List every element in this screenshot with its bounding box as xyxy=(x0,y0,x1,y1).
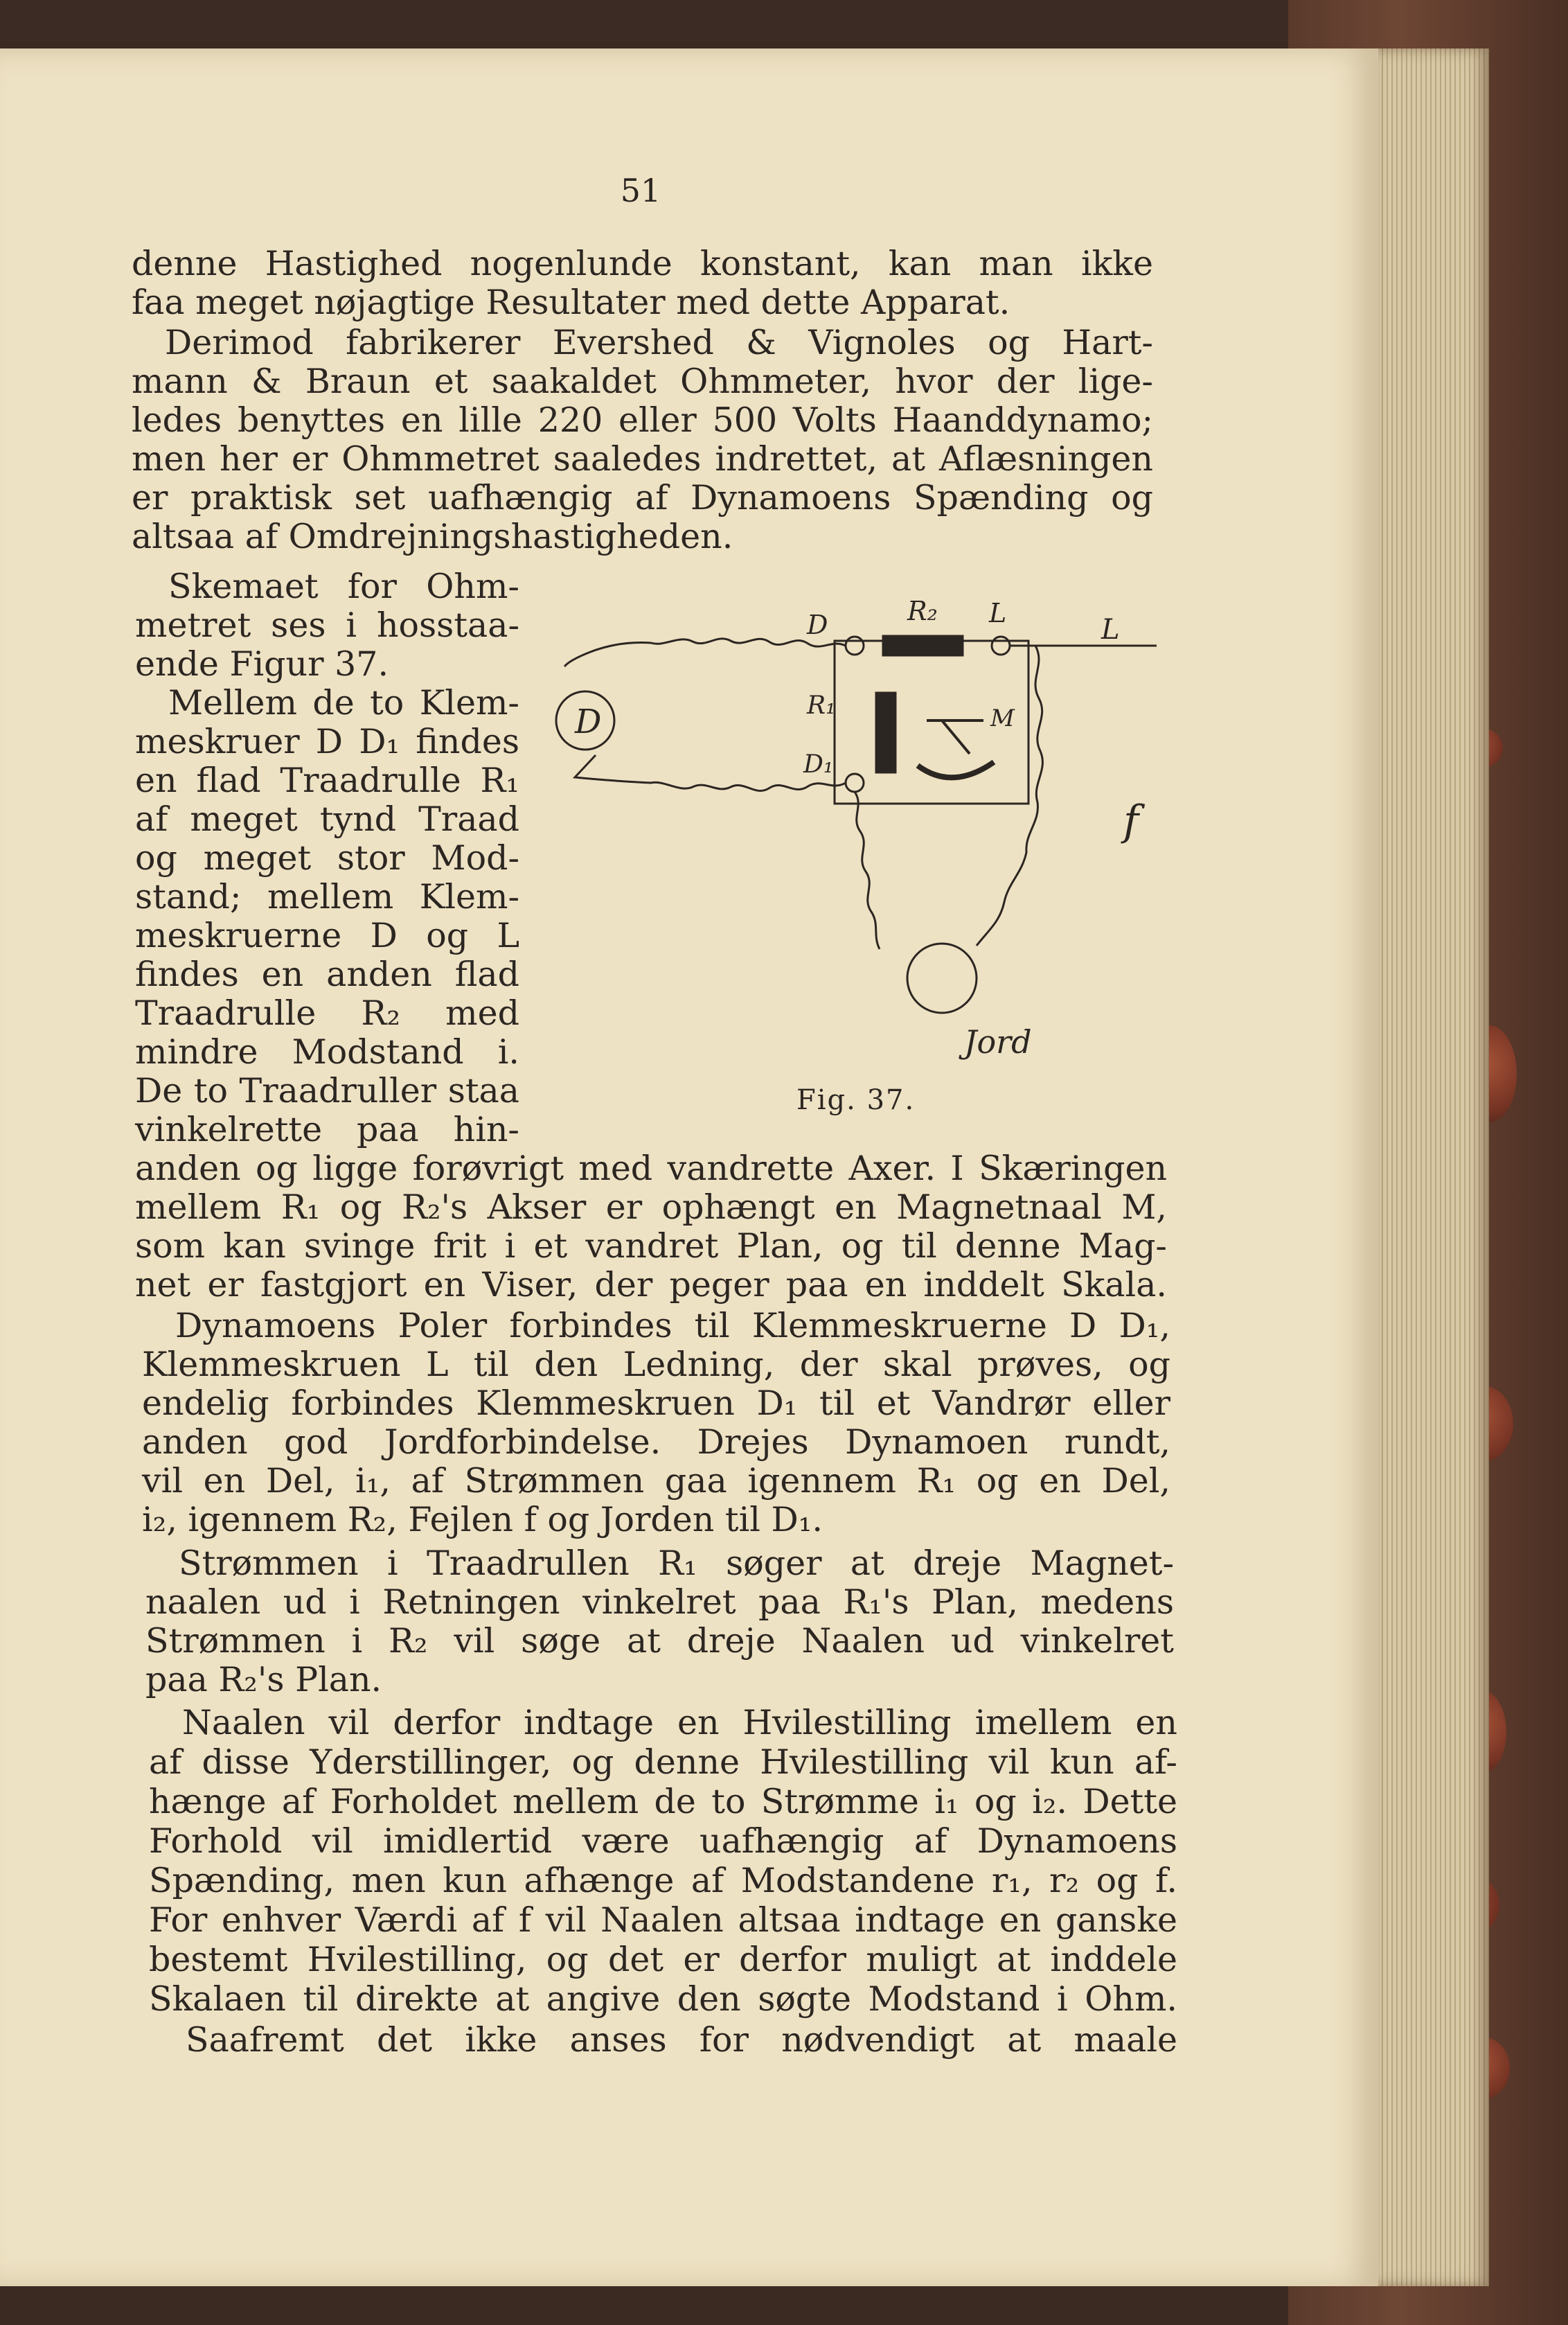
earth-symbol xyxy=(907,944,977,1013)
label-L-inner: L xyxy=(989,598,1007,628)
text-line: altsaa af Omdrejningshastigheden. xyxy=(132,517,733,556)
coil-R2 xyxy=(883,636,963,655)
paragraph-2 xyxy=(132,323,1153,572)
text-line: Strømmen i R₂ vil søge at dreje Naalen ud vinkelret xyxy=(145,1621,1174,1661)
label-R2: R₂ xyxy=(907,596,938,626)
text-line: som kan svinge frit i et vandret Plan, og til denne Mag- xyxy=(135,1226,1167,1266)
label-L-outer: L xyxy=(1101,614,1120,646)
text-line: naalen ud i Retningen vinkelret paa R₁'s Plan, medens xyxy=(145,1582,1174,1622)
text-line: i₂, igennem R₂, Fejlen f og Jorden til D₁. xyxy=(142,1500,823,1539)
paragraph-3 xyxy=(135,1149,1167,1308)
text-line: af meget tynd Traad xyxy=(135,799,519,839)
text-line: og meget stor Mod- xyxy=(135,838,519,878)
text-line: mindre Modstand i. xyxy=(135,1032,519,1072)
wire-earth-left xyxy=(855,792,880,949)
figure-37-ohmmeter-diagram xyxy=(526,575,1164,1074)
text-line: mellem R₁ og R₂'s Akser er ophængt en Magnetnaal M, xyxy=(135,1187,1167,1227)
text-line: hænge af Forholdet mellem de to Strømme i₁ og i₂. Dette xyxy=(149,1782,1177,1821)
text-line: findes en anden flad xyxy=(135,955,519,994)
terminal-D xyxy=(846,637,864,655)
label-D1: D₁ xyxy=(803,750,834,779)
paragraph-1 xyxy=(132,244,1153,327)
text-line: anden og ligge forøvrigt med vandrette Axer. I Skæringen xyxy=(135,1149,1167,1188)
text-line: Traadrulle R₂ med xyxy=(135,993,519,1033)
text-line: denne Hastighed nogenlunde konstant, kan man ikke xyxy=(132,244,1153,283)
paragraph-6 xyxy=(149,1703,1177,2022)
paragraph-5 xyxy=(145,1544,1174,1703)
text-line: Skalaen til direkte at angive den søgte Modstand i Ohm. xyxy=(149,1979,1177,2019)
label-D: D xyxy=(807,610,828,640)
text-line: bestemt Hvilestilling, og det er derfor muligt at inddele xyxy=(149,1940,1177,1979)
text-line: paa R₂'s Plan. xyxy=(145,1660,382,1699)
text-line: net er fastgjort en Viser, der peger paa en inddelt Skala. xyxy=(135,1265,1167,1305)
figure-caption: Fig. 37. xyxy=(796,1084,916,1116)
text-line: er praktisk set uafhængig af Dynamoens Spænding og xyxy=(132,478,1153,518)
text-line: vinkelrette paa hin- xyxy=(135,1110,519,1149)
text-line: faa meget nøjagtige Resultater med dette Apparat. xyxy=(132,283,1010,322)
label-D-dynamo: D xyxy=(575,702,602,741)
text-line: Skemaet for Ohm- xyxy=(168,567,519,606)
text-line: en flad Traadrulle R₁ xyxy=(135,761,519,800)
text-line: Dynamoens Poler forbindes til Klemmeskruerne D D₁, xyxy=(175,1306,1170,1345)
text-line: vil en Del, i₁, af Strømmen gaa igennem R₁ og en Del, xyxy=(142,1461,1170,1501)
label-f: f xyxy=(1123,797,1139,845)
text-line: ledes benyttes en lille 220 eller 500 Volts Haanddynamo; xyxy=(132,400,1153,440)
text-line: De to Traadruller staa xyxy=(135,1071,519,1111)
coil-R1 xyxy=(876,693,896,772)
narrow-column xyxy=(135,567,519,1162)
text-line: metret ses i hosstaa- xyxy=(135,605,519,645)
text-line: endelig forbindes Klemmeskruen D₁ til et Vandrør eller xyxy=(142,1383,1170,1423)
text-line: Saafremt det ikke anses for nødvendigt at maale xyxy=(186,2020,1177,2060)
text-line: Spænding, men kun afhænge af Modstandene r₁, r₂ og f. xyxy=(149,1861,1177,1900)
page-edges xyxy=(1378,48,1489,2286)
text-line: Naalen vil derfor indtage en Hvilestilling imellem en xyxy=(182,1703,1177,1742)
wire-D xyxy=(564,639,846,666)
paragraph-7 xyxy=(152,2020,1177,2062)
text-line: men her er Ohmmetret saaledes indrettet, at Aflæsningen xyxy=(132,439,1153,479)
text-line: Forhold vil imidlertid være uafhængig af Dynamoens xyxy=(149,1821,1177,1861)
text-line: meskruerne D og L xyxy=(135,916,519,955)
text-line: Strømmen i Traadrullen R₁ søger at dreje Magnet- xyxy=(179,1544,1174,1583)
label-R1: R₁ xyxy=(807,691,836,720)
text-line: mann & Braun et saakaldet Ohmmeter, hvor der lige- xyxy=(132,362,1153,401)
needle-pointer xyxy=(942,721,970,754)
text-line: For enhver Værdi af f vil Naalen altsaa indtage en ganske xyxy=(149,1900,1177,1940)
label-jord: Jord xyxy=(964,1023,1032,1061)
text-line: Derimod fabrikerer Evershed & Vignoles og Hart- xyxy=(165,323,1153,362)
text-line: meskruer D D₁ findes xyxy=(135,722,519,761)
text-line: Klemmeskruen L til den Ledning, der skal prøves, og xyxy=(142,1345,1170,1384)
terminal-L xyxy=(992,637,1010,655)
wire-earth-right xyxy=(977,646,1042,946)
page-number: 51 xyxy=(620,172,661,209)
text-line: anden god Jordforbindelse. Drejes Dynamoen rundt, xyxy=(142,1422,1170,1462)
text-line: af disse Yderstillinger, og denne Hvilestilling vil kun af- xyxy=(149,1742,1177,1782)
label-M: M xyxy=(990,705,1015,732)
terminal-D1 xyxy=(846,774,864,792)
paragraph-4 xyxy=(142,1306,1170,1545)
text-line: stand; mellem Klem- xyxy=(135,877,519,917)
text-line: ende Figur 37. xyxy=(135,644,389,684)
text-line: Mellem de to Klem- xyxy=(168,683,519,723)
scale-arc xyxy=(918,762,994,777)
